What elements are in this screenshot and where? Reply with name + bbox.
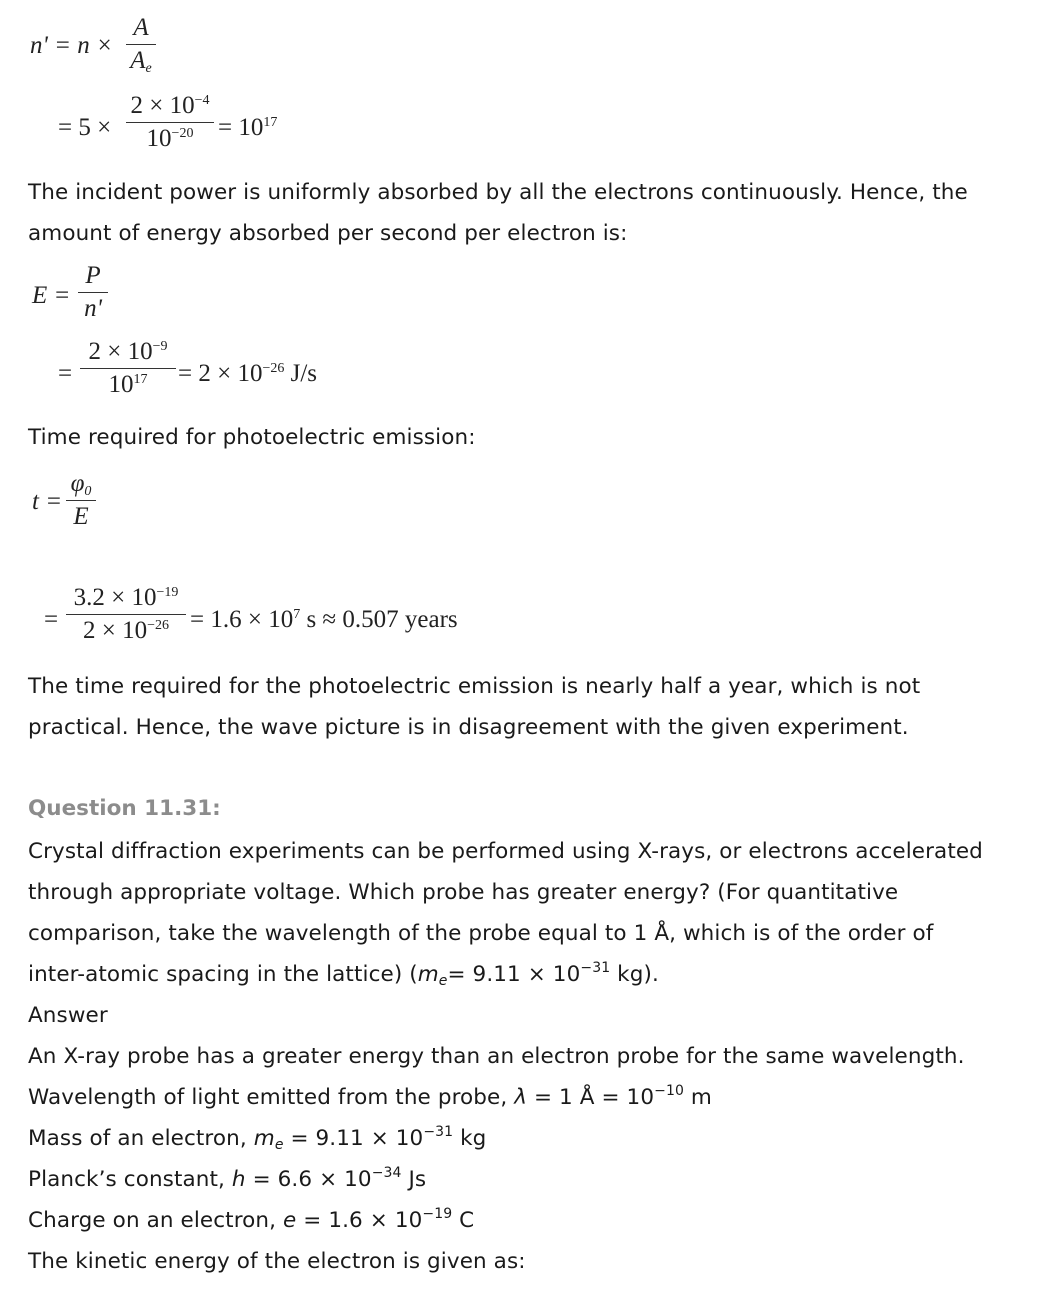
variable: e <box>283 1208 297 1233</box>
denominator <box>126 47 156 75</box>
paragraph-line: amount of energy absorbed per second per electron is: <box>28 221 628 246</box>
question-line: Crystal diffraction experiments can be performed using X-rays, or electrons accelerated <box>28 839 983 864</box>
result-unit: J/s <box>290 360 318 387</box>
answer-line: An X-ray probe has a greater energy than an electron probe for the same wavelength. <box>28 1044 965 1069</box>
fraction-bar <box>126 122 214 123</box>
result-superscript: 17 <box>263 115 278 130</box>
numerator <box>66 584 186 612</box>
result-base: = 10 <box>218 114 264 141</box>
text-segment: Charge on an electron, <box>28 1208 284 1233</box>
equation-result <box>190 606 458 634</box>
text-segment: C <box>452 1208 475 1233</box>
superscript: −34 <box>371 1165 402 1181</box>
superscript: −31 <box>423 1124 454 1140</box>
superscript: −19 <box>422 1206 453 1222</box>
question-line <box>28 954 659 995</box>
answer-planck <box>28 1159 426 1200</box>
text-segment: = 9.11 × 10 <box>283 1126 424 1151</box>
paragraph-line: practical. Hence, the wave picture is in disagreement with the given experiment. <box>28 715 909 740</box>
denominator <box>126 125 214 153</box>
fraction-bar <box>66 614 186 615</box>
equation-n-prime-value <box>58 92 318 166</box>
text-segment: = 6.6 × 10 <box>245 1167 372 1192</box>
numerator: P <box>85 262 101 289</box>
fraction <box>66 470 96 531</box>
num-superscript: −19 <box>156 585 179 600</box>
variable: m <box>417 962 439 987</box>
text-segment: Wavelength of light emitted from the probe, <box>28 1085 515 1110</box>
text-segment: kg). <box>610 962 659 987</box>
fraction <box>126 14 156 75</box>
numerator <box>80 338 176 366</box>
fraction <box>126 92 214 153</box>
equation-prefix: = 5 × <box>58 114 112 141</box>
fraction <box>78 262 108 323</box>
paragraph-line: Time required for photoelectric emission: <box>28 425 476 450</box>
subscript: e <box>438 973 448 989</box>
equation-energy-value <box>58 338 358 412</box>
equation-result <box>218 114 277 142</box>
answer-mass <box>28 1118 486 1159</box>
den-base: A <box>130 47 146 75</box>
denominator <box>80 371 176 399</box>
result-superscript: 7 <box>293 607 301 622</box>
equation-n-prime <box>30 14 170 84</box>
equation-prefix: = <box>58 360 73 387</box>
den-base: 10 <box>108 371 134 399</box>
denominator <box>66 617 186 645</box>
equation-time-value <box>44 584 504 658</box>
text-segment: Js <box>401 1167 427 1192</box>
fraction <box>66 584 186 645</box>
variable: m <box>253 1126 275 1151</box>
denominator: E <box>73 503 89 531</box>
equation-energy <box>32 262 132 332</box>
answer-line: The kinetic energy of the electron is given as: <box>28 1249 526 1274</box>
equation-result <box>178 360 317 388</box>
num-subscript: 0 <box>84 484 92 499</box>
equation-lhs: E = <box>32 282 71 309</box>
result-superscript: −26 <box>262 361 285 376</box>
num-base: 2 × 10 <box>130 92 195 119</box>
num-superscript: −4 <box>194 93 210 108</box>
question-line: through appropriate voltage. Which probe has greater energy? (For quantitative <box>28 880 899 905</box>
den-subscript: e <box>145 61 152 77</box>
text-segment: kg <box>453 1126 487 1151</box>
numerator <box>66 470 96 498</box>
numerator: A <box>133 14 149 41</box>
text-segment: Planck’s constant, <box>28 1167 232 1192</box>
superscript: −31 <box>580 960 611 976</box>
result-tail: s ≈ 0.507 years <box>306 606 458 633</box>
paragraph-line: The incident power is uniformly absorbed by all the electrons continuously. Hence, the <box>28 180 968 205</box>
den-superscript: 17 <box>133 372 148 388</box>
subscript: e <box>274 1137 284 1153</box>
text-segment: = 1 Å = 10 <box>527 1085 655 1110</box>
fraction <box>80 338 176 399</box>
variable: h <box>231 1167 246 1192</box>
text-segment: = 1.6 × 10 <box>296 1208 423 1233</box>
answer-label: Answer <box>28 1003 108 1028</box>
text-segment: inter-atomic spacing in the lattice) ( <box>28 962 418 987</box>
den-superscript: −20 <box>171 126 194 142</box>
fraction-bar <box>126 44 156 45</box>
answer-wavelength <box>28 1077 712 1118</box>
result-base: = 2 × 10 <box>178 360 263 387</box>
text-segment: m <box>683 1085 712 1110</box>
equation-time <box>32 470 132 540</box>
answer-charge <box>28 1200 474 1241</box>
superscript: −10 <box>654 1083 684 1099</box>
equation-lhs: t = <box>32 488 63 515</box>
equation-lhs: n' = n × <box>30 32 113 59</box>
variable: λ <box>514 1085 528 1110</box>
text-segment: Mass of an electron, <box>28 1126 254 1151</box>
question-line: comparison, take the wavelength of the probe equal to 1 Å, which is of the order of <box>28 921 934 946</box>
numerator <box>126 92 214 120</box>
equation-prefix: = <box>44 606 59 633</box>
den-superscript: −26 <box>147 618 169 634</box>
num-base: 3.2 × 10 <box>73 584 157 611</box>
text-segment: = 9.11 × 10 <box>447 962 581 987</box>
fraction-bar <box>78 292 108 293</box>
fraction-bar <box>66 500 96 501</box>
den-base: 2 × 10 <box>82 617 148 645</box>
num-base: φ <box>70 470 85 497</box>
question-title: Question 11.31: <box>28 796 221 821</box>
result-base: = 1.6 × 10 <box>190 606 294 633</box>
num-superscript: −9 <box>152 339 168 354</box>
den-base: 10 <box>146 125 172 153</box>
denominator: n' <box>84 295 102 323</box>
fraction-bar <box>80 368 176 369</box>
num-base: 2 × 10 <box>88 338 153 365</box>
paragraph-line: The time required for the photoelectric emission is nearly half a year, which is not <box>28 674 921 699</box>
